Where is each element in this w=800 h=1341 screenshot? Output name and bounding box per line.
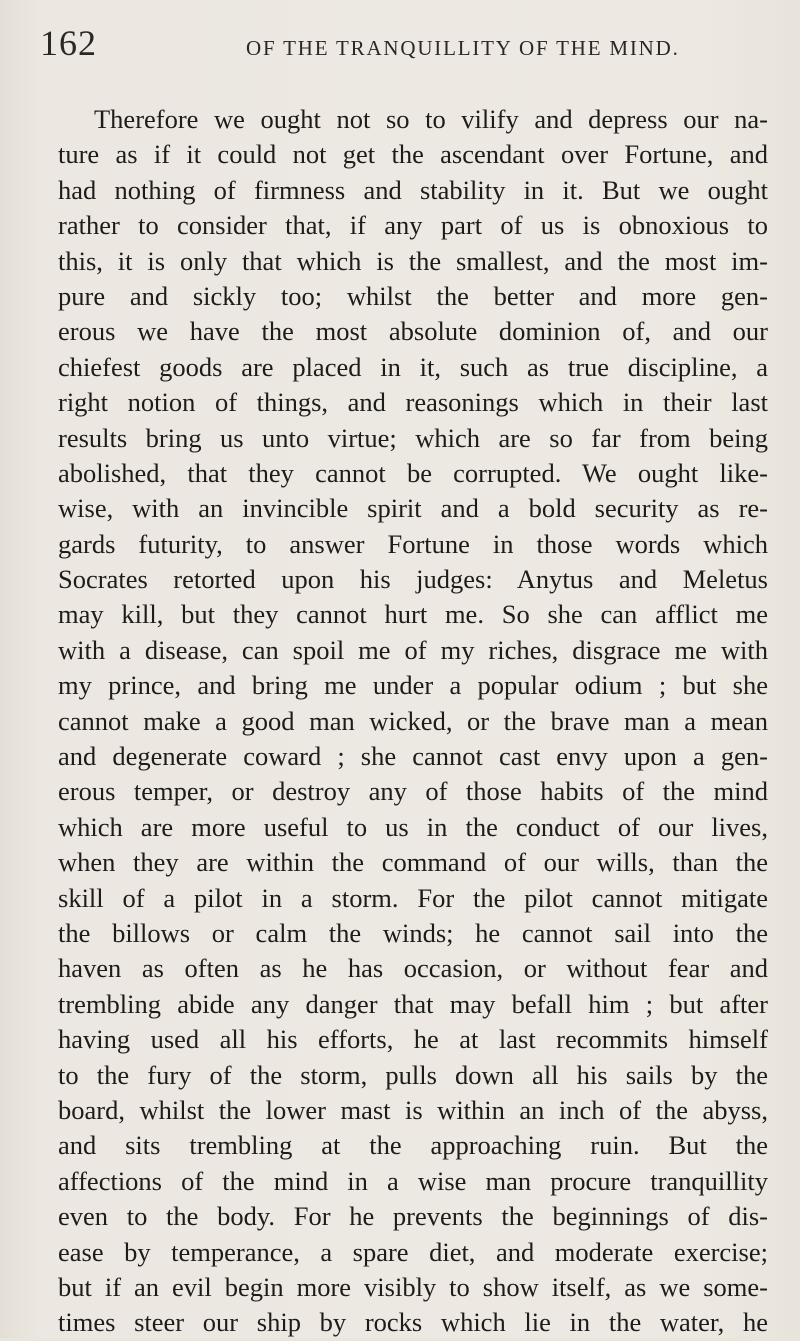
text-line: may kill, but they cannot hurt me. So she can afflict me <box>58 599 768 630</box>
text-line: which are more useful to us in the conduct of our lives, <box>58 811 768 842</box>
text-line: rather to consider that, if any part of us is obnoxious to <box>58 210 768 241</box>
text-line: this, it is only that which is the smallest, and the most im- <box>58 245 768 276</box>
text-line: board, whilst the lower mast is within an inch of the abyss, <box>58 1094 768 1125</box>
text-line: and degenerate coward ; she cannot cast envy upon a gen- <box>58 741 768 772</box>
body-text <box>58 102 768 1341</box>
text-line: wise, with an invincible spirit and a bold security as re- <box>58 493 768 524</box>
text-line: ease by temperance, a spare diet, and moderate exercise; <box>58 1236 768 1267</box>
text-line: results bring us unto virtue; which are so far from being <box>58 422 768 453</box>
running-head: OF THE TRANQUILLITY OF THE MIND. <box>246 36 680 60</box>
text-line: affections of the mind in a wise man procure tranquillity <box>58 1165 768 1196</box>
text-line: to the fury of the storm, pulls down all his sails by the <box>58 1059 768 1090</box>
text-line: and sits trembling at the approaching ruin. But the <box>58 1130 768 1161</box>
text-line: haven as often as he has occasion, or without fear and <box>58 953 768 984</box>
page-number: 162 <box>40 23 97 63</box>
text-line: Socrates retorted upon his judges: Anytus and Meletus <box>58 564 768 595</box>
text-line: right notion of things, and reasonings which in their last <box>58 387 768 418</box>
text-line: my prince, and bring me under a popular odium ; but she <box>58 670 768 701</box>
text-line: had nothing of firmness and stability in it. But we ought <box>58 174 768 205</box>
text-line: abolished, that they cannot be corrupted. We ought like- <box>58 457 768 488</box>
text-line: the billows or calm the winds; he cannot sail into the <box>58 917 768 948</box>
text-line: even to the body. For he prevents the beginnings of dis- <box>58 1201 768 1232</box>
text-line: having used all his efforts, he at last recommits himself <box>58 1024 768 1055</box>
text-line: but if an evil begin more visibly to show itself, as we some- <box>58 1271 768 1302</box>
page-header <box>40 22 760 82</box>
text-line: Therefore we ought not so to vilify and depress our na- <box>94 104 768 134</box>
text-line: pure and sickly too; whilst the better and more gen- <box>58 280 768 311</box>
text-line: cannot make a good man wicked, or the brave man a mean <box>58 705 768 736</box>
text-line: with a disease, can spoil me of my riches, disgrace me with <box>58 634 768 665</box>
text-line: when they are within the command of our wills, than the <box>58 847 768 878</box>
text-line: chiefest goods are placed in it, such as true discipline, a <box>58 351 768 382</box>
text-line: skill of a pilot in a storm. For the pilot cannot mitigate <box>58 882 768 913</box>
text-line: trembling abide any danger that may befall him ; but after <box>58 988 768 1019</box>
text-line: ture as if it could not get the ascendant over Fortune, and <box>58 139 768 170</box>
text-line: erous we have the most absolute dominion of, and our <box>58 316 768 347</box>
text-line: times steer our ship by rocks which lie in the water, he <box>58 1307 768 1338</box>
text-line: erous temper, or destroy any of those habits of the mind <box>58 776 768 807</box>
text-line: gards futurity, to answer Fortune in those words which <box>58 528 768 559</box>
